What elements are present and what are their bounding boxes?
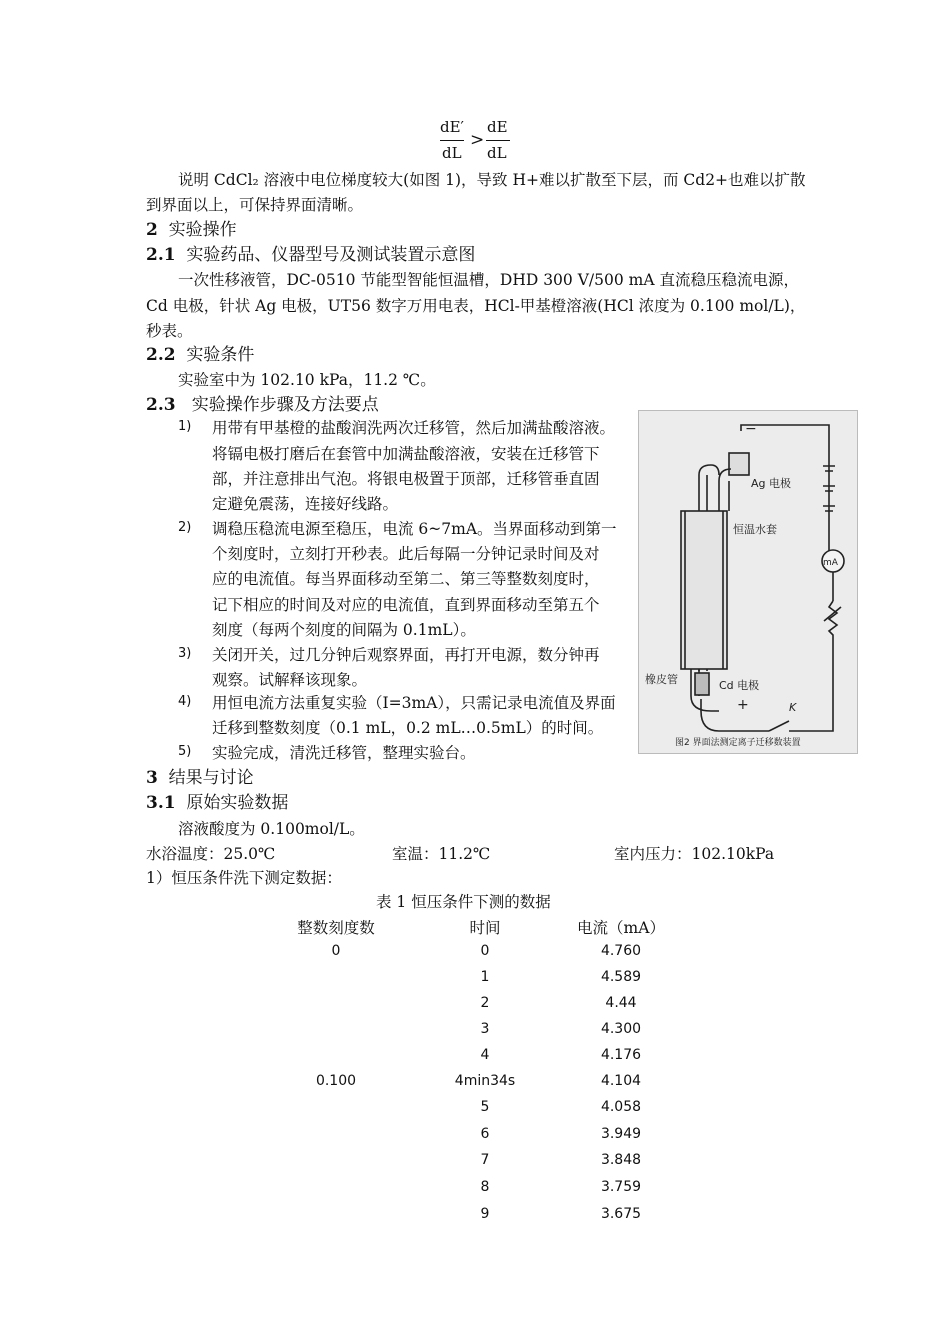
intro-line-1: 说明 CdCl₂ 溶液中电位梯度较大(如图 1)，导致 H+难以扩散至下层，而 Cd2+也难以扩散 [178,171,806,189]
table-cell: 3.675 [600,1206,642,1222]
header-cell: 整数刻度数 [297,919,375,937]
room-pressure: 室内压力：102.10kPa [614,845,775,863]
section-number: 2.2 [146,345,176,365]
constant-voltage-subtitle: 1）恒压条件洗下测定数据： [146,869,342,887]
section-2-1-heading [146,240,475,265]
section-title: 实验操作 [168,220,237,240]
jacket-label: 恒温水套 [733,523,777,536]
step-line: 用恒电流方法重复实验（I=3mA），只需记录电流值及界面 [212,694,616,712]
table-cell: 3 [480,1021,490,1037]
section-title: 原始实验数据 [186,793,289,813]
table-cell: 3.949 [600,1126,642,1142]
formula-numerator-left: dE′ [440,118,464,136]
room-temperature: 室温：11.2℃ [392,845,491,863]
formula-denominator-right: dL [487,144,507,162]
table-cell: 5 [480,1099,490,1115]
table-cell: 4.760 [600,943,642,959]
step-line: 迁移到整数刻度（0.1 mL，0.2 mL…0.5mL）的时间。 [212,719,604,737]
step-line: 个刻度时，立刻打开秒表。此后每隔一分钟记录时间及对 [212,545,600,563]
section-2-heading [146,215,237,240]
table-cell: 4.104 [600,1073,642,1089]
section-title: 实验条件 [186,345,255,365]
step-line: 刻度（每两个刻度的间隔为 0.1mL）。 [212,621,476,639]
table-cell: 1 [480,969,490,985]
section-number: 2 [146,220,158,240]
section-number: 3 [146,768,158,788]
step-number: 2) [178,520,192,535]
fraction-bar [486,140,510,141]
step-line: 关闭开关，过几分钟后观察界面，再打开电源，数分钟再 [212,646,600,664]
table-cell: 7 [480,1152,490,1168]
bath-temperature: 水浴温度：25.0℃ [146,845,276,863]
step-line: 用带有甲基橙的盐酸润洗两次迁移管，然后加满盐酸溶液。 [212,419,616,437]
section-3-1-heading [146,788,288,813]
gradient-inequality [440,118,512,164]
table-cell: 8 [480,1179,490,1195]
table-cell: 4 [480,1047,490,1063]
ammeter-label: mA [823,558,838,568]
section-number: 2.3 [146,395,176,415]
table-cell: 3.848 [600,1152,642,1168]
step-number: 1) [178,419,192,434]
table-cell: 4.058 [600,1099,642,1115]
step-line: 应的电流值。每当界面移动至第二、第三等整数刻度时， [212,570,600,588]
step-line: 调稳压稳流电源至稳压，电流 6~7mA。当界面移动到第一 [212,520,617,538]
table-cell: 9 [480,1206,490,1222]
step-number: 5) [178,744,192,759]
equipment-line-3: 秒表。 [146,322,193,340]
equipment-line-1: 一次性移液管，DC-0510 节能型智能恒温槽，DHD 300 V/500 mA 直流稳压稳流电源， [178,271,799,289]
header-cell: 电流（mA） [577,919,665,937]
formula-denominator-left: dL [442,144,462,162]
table-cell: 4.589 [600,969,642,985]
figure-caption: 图2 界面法测定离子迁移数装置 [675,738,801,748]
minus-label: − [745,421,757,437]
step-line: 定避免震荡，连接好线路。 [212,495,399,513]
ag-electrode-label: Ag 电极 [751,477,792,490]
section-number: 3.1 [146,793,176,813]
table-cell: 0 [331,943,341,959]
apparatus-figure [638,410,858,754]
table-caption: 表 1 恒压条件下测的数据 [376,893,551,911]
section-title: 实验操作步骤及方法要点 [191,395,379,415]
section-title: 结果与讨论 [168,768,254,788]
step-number: 3) [178,646,192,661]
step-line: 记下相应的时间及对应的电流值，直到界面移动至第五个 [212,596,600,614]
section-title: 实验药品、仪器型号及测试装置示意图 [186,245,476,265]
table-cell: 6 [480,1126,490,1142]
plus-label: + [737,697,749,713]
conditions-text: 实验室中为 102.10 kPa，11.2 ℃。 [178,371,436,389]
intro-line-2: 到界面以上，可保持界面清晰。 [146,196,364,214]
step-line: 实验完成，清洗迁移管，整理实验台。 [212,744,476,762]
table-cell: 2 [480,995,490,1011]
section-2-2-heading [146,340,254,365]
table-cell: 4.44 [605,995,637,1011]
table-cell: 0.100 [315,1073,357,1089]
table-cell: 3.759 [600,1179,642,1195]
table-cell: 4min34s [454,1073,516,1089]
section-2-3-heading [146,390,379,415]
formula-numerator-right: dE [487,118,508,136]
table-cell: 4.176 [600,1047,642,1063]
step-line: 将镉电极打磨后在套管中加满盐酸溶液，安装在迁移管下 [212,445,600,463]
rubber-tube-label: 橡皮管 [645,673,678,686]
equipment-line-2: Cd 电极，针状 Ag 电极，UT56 数字万用电表，HCl-甲基橙溶液(HCl 浓度为 0.100 mol/L)， [146,297,806,315]
header-cell: 时间 [469,919,501,937]
cd-electrode-label: Cd 电极 [719,679,760,692]
formula-relation: > [470,130,485,150]
table-cell: 0 [480,943,490,959]
step-line: 部，并注意排出气泡。将银电极置于顶部，迁移管垂直固 [212,470,600,488]
switch-label: K [789,701,797,714]
fraction-bar [440,140,464,141]
section-3-heading [146,763,254,788]
step-number: 4) [178,694,192,709]
table-cell: 4.300 [600,1021,642,1037]
apparatus-diagram [639,411,857,753]
section-number: 2.1 [146,245,176,265]
step-line: 观察。试解释该现象。 [212,671,368,689]
acidity-text: 溶液酸度为 0.100mol/L。 [178,820,365,838]
